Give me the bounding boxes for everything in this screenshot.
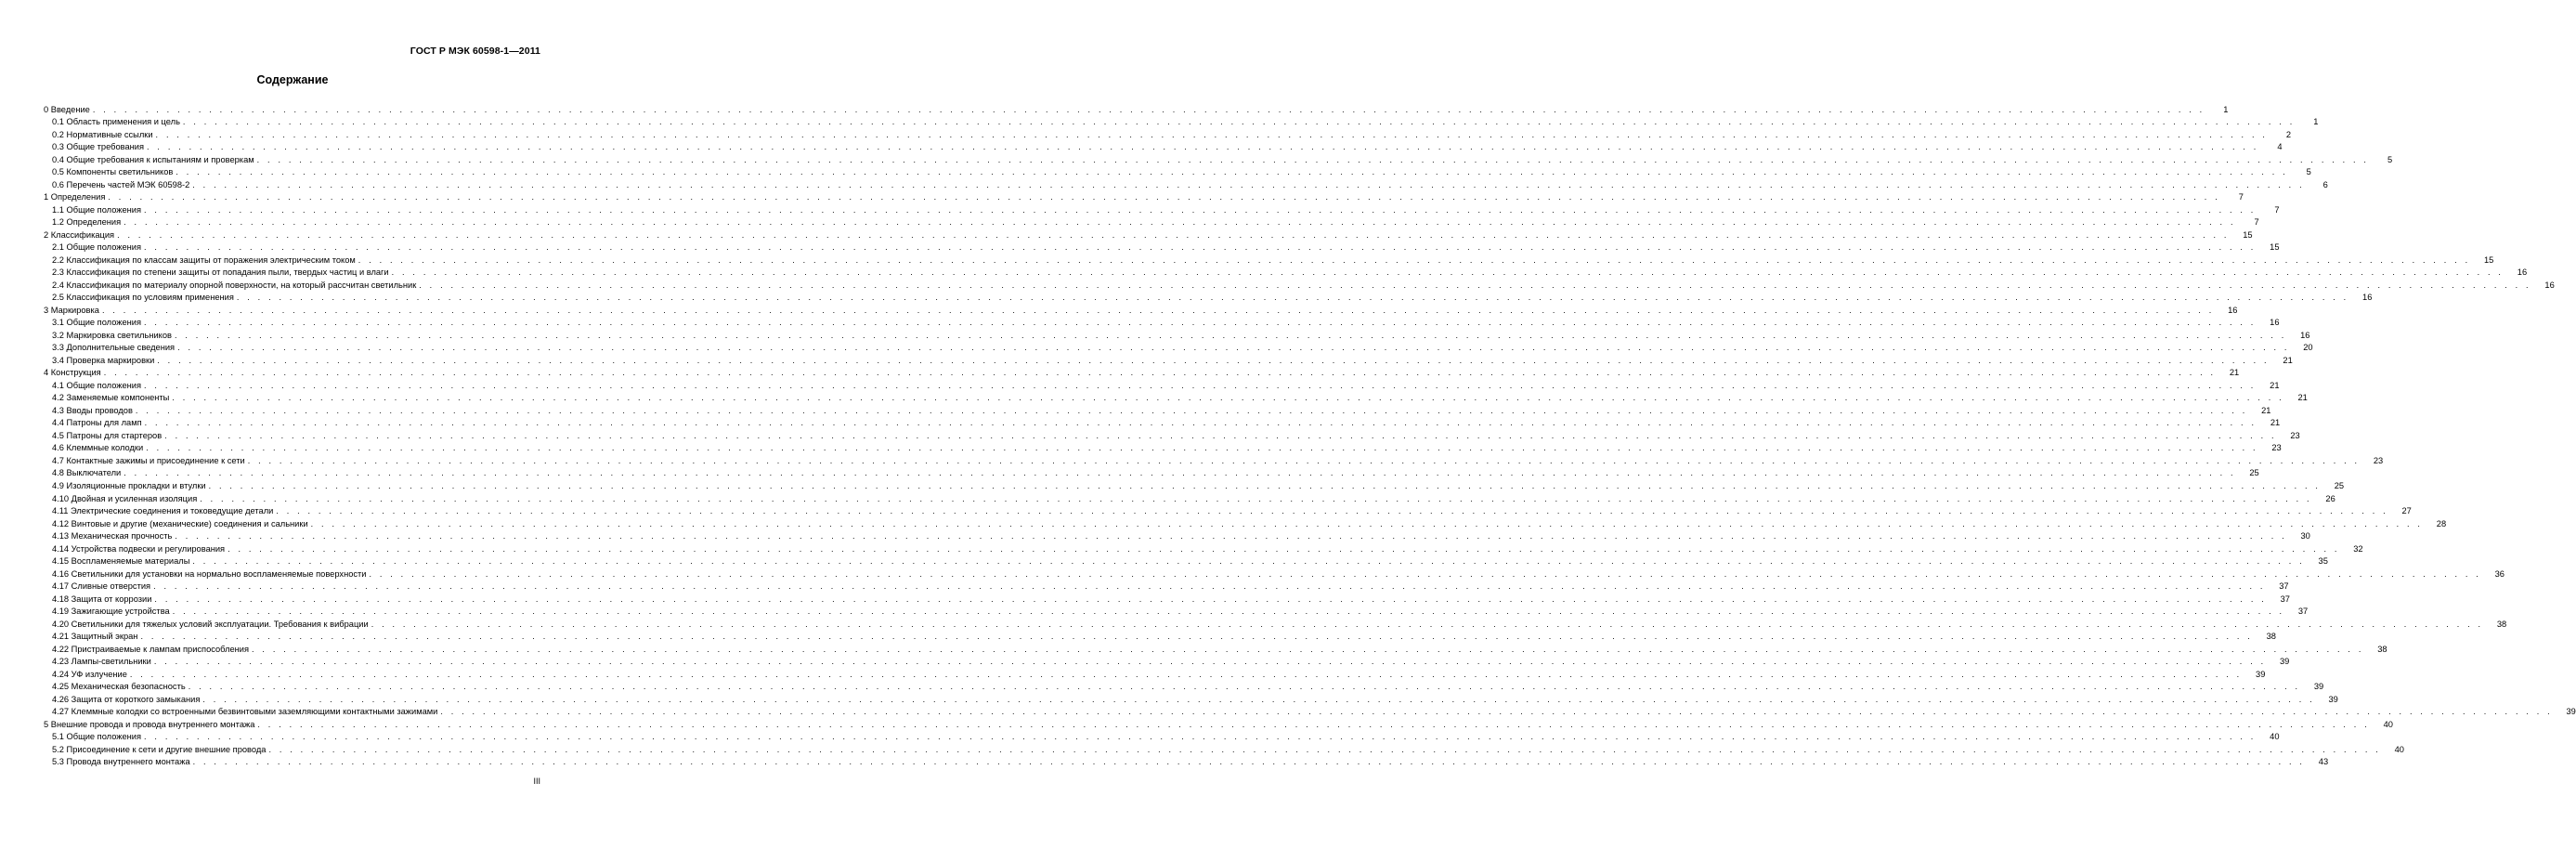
toc-entry bbox=[44, 328, 2310, 341]
toc-entry-label: 4.19 Зажигающие устройства bbox=[52, 607, 170, 617]
toc-entry-page: 16 bbox=[2517, 267, 2528, 278]
toc-entry-label: 5 Внешние провода и провода внутреннего монтажа bbox=[44, 719, 255, 729]
toc-entry-label: 4.6 Клеммные колодки bbox=[52, 443, 144, 453]
toc-leader-dots: . . . . . . . . . . . . . . . . . . . . . . . . . . . . . . . . . . . . . . . . . . . . . . . . . . . . . . . . . . . . . . . . . . . . . . . . . . . . . . . . . . . . . . . . . . . . . . . . . . . . . . . . . . . . . . . . . . . . . . . . . . . . . . . . . . . . . . . . . . . . . . . . . . . . . . . . . . . . . . . . . . . . . . . . . . . . . . . . . . . . . . . . . . . . . . . . . . . . . . . . bbox=[124, 468, 2236, 478]
toc-entry bbox=[44, 416, 2281, 429]
toc-leader-dots: . . . . . . . . . . . . . . . . . . . . . . . . . . . . . . . . . . . . . . . . . . . . . . . . . . . . . . . . . . . . . . . . . . . . . . . . . . . . . . . . . . . . . . . . . . . . . . . . . . . . . . . . . . . . . . . . . . . . . . . . . . . . . . . . . . . . . . . . . . . . . . . . . . . . . . . . . . . . . . . . . . . . . . . . . . . . . . . . . . . . . . . . . . . . . . . . . . . . . . . . bbox=[175, 531, 2287, 541]
toc-entry bbox=[44, 630, 2276, 643]
standard-code: ГОСТ Р МЭК 60598-1—2011 bbox=[410, 46, 540, 57]
toc-leader-dots: . . . . . . . . . . . . . . . . . . . . . . . . . . . . . . . . . . . . . . . . . . . . . . . . . . . . . . . . . . . . . . . . . . . . . . . . . . . . . . . . . . . . . . . . . . . . . . . . . . . . . . . . . . . . . . . . . . . . . . . . . . . . . . . . . . . . . . . . . . . . . . . . . . . . . . . . . . . . . . . . . . . . . . . . . . . . . . . . . . . . . . . . . . . . . . . . . . . . . . . . bbox=[268, 744, 2381, 754]
toc-entry-label: 4.21 Защитный экран bbox=[52, 632, 138, 642]
toc-entry bbox=[44, 215, 2259, 228]
toc-entry bbox=[44, 278, 2555, 291]
toc-leader-dots: . . . . . . . . . . . . . . . . . . . . . . . . . . . . . . . . . . . . . . . . . . . . . . . . . . . . . . . . . . . . . . . . . . . . . . . . . . . . . . . . . . . . . . . . . . . . . . . . . . . . . . . . . . . . . . . . . . . . . . . . . . . . . . . . . . . . . . . . . . . . . . . . . . . . . . . . . . . . . . . . . . . . . . . . . . . . . . . . . . . . . . . . . . . . . . . . . . . . . . . . bbox=[172, 607, 2285, 617]
toc-leader-dots: . . . . . . . . . . . . . . . . . . . . . . . . . . . . . . . . . . . . . . . . . . . . . . . . . . . . . . . . . . . . . . . . . . . . . . . . . . . . . . . . . . . . . . . . . . . . . . . . . . . . . . . . . . . . . . . . . . . . . . . . . . . . . . . . . . . . . . . . . . . . . . . . . . . . . . . . . . . . . . . . . . . . . . . . . . . . . . . . . . . . . . . . . . . . . . . . . . . . . . . . bbox=[202, 694, 2315, 704]
toc-entry-label: 4.2 Заменяемые компоненты bbox=[52, 393, 170, 403]
toc-entry bbox=[44, 667, 2266, 680]
toc-entry-page: 23 bbox=[2373, 455, 2384, 465]
toc-entry-page: 38 bbox=[2266, 632, 2276, 642]
toc-entry-page: 38 bbox=[2496, 619, 2507, 629]
toc-entry-label: 4.14 Устройства подвески и регулирования bbox=[52, 543, 226, 554]
toc-leader-dots: . . . . . . . . . . . . . . . . . . . . . . . . . . . . . . . . . . . . . . . . . . . . . . . . . . . . . . . . . . . . . . . . . . . . . . . . . . . . . . . . . . . . . . . . . . . . . . . . . . . . . . . . . . . . . . . . . . . . . . . . . . . . . . . . . . . . . . . . . . . . . . . . . . . . . . . . . . . . . . . . . . . . . . . . . . . . . . . . . . . . . . . . . . . . . . . . . . . . . . . . bbox=[129, 669, 2243, 679]
toc-entry bbox=[44, 253, 2494, 266]
toc-entry bbox=[44, 730, 2280, 743]
toc-entry-page: 21 bbox=[2229, 368, 2240, 378]
toc-entry-label: 4.11 Электрические соединения и токоведущие детали bbox=[52, 506, 274, 516]
toc-leader-dots: . . . . . . . . . . . . . . . . . . . . . . . . . . . . . . . . . . . . . . . . . . . . . . . . . . . . . . . . . . . . . . . . . . . . . . . . . . . . . . . . . . . . . . . . . . . . . . . . . . . . . . . . . . . . . . . . . . . . . . . . . . . . . . . . . . . . . . . . . . . . . . . . . . . . . . . . . . . . . . . . . . . . . . . . . . . . . . . . . . . . . . . . . . . . . . . . . . . . . . . . bbox=[228, 543, 2340, 554]
toc-entry bbox=[44, 366, 2240, 379]
toc-leader-dots: . . . . . . . . . . . . . . . . . . . . . . . . . . . . . . . . . . . . . . . . . . . . . . . . . . . . . . . . . . . . . . . . . . . . . . . . . . . . . . . . . . . . . . . . . . . . . . . . . . . . . . . . . . . . . . . . . . . . . . . . . . . . . . . . . . . . . . . . . . . . . . . . . . . . . . . . . . . . . . . . . . . . . . . . . . . . . . . . . . . . . . . . . . . . . . . . . . . . . . . . bbox=[92, 104, 2205, 114]
toc-entry-label: 2.4 Классификация по материалу опорной поверхности, на который рассчитан светильник bbox=[52, 280, 417, 290]
toc-entry-label: 4.10 Двойная и усиленная изоляция bbox=[52, 493, 198, 503]
toc-entry bbox=[44, 316, 2280, 329]
toc-entry-page: 7 bbox=[2254, 217, 2259, 228]
toc-entry-page: 4 bbox=[2277, 142, 2283, 152]
toc-entry-label: 4.8 Выключатели bbox=[52, 468, 122, 478]
toc-entry-page: 21 bbox=[2297, 393, 2308, 403]
toc-entry-page: 2 bbox=[2285, 129, 2292, 139]
toc-entry-page: 1 bbox=[2313, 117, 2319, 127]
toc-leader-dots: . . . . . . . . . . . . . . . . . . . . . . . . . . . . . . . . . . . . . . . . . . . . . . . . . . . . . . . . . . . . . . . . . . . . . . . . . . . . . . . . . . . . . . . . . . . . . . . . . . . . . . . . . . . . . . . . . . . . . . . . . . . . . . . . . . . . . . . . . . . . . . . . . . . . . . . . . . . . . . . . . . . . . . . . . . . . . . . . . . . . . . . . . . . . . . . . . . . . . . . . bbox=[182, 117, 2296, 127]
toc-leader-dots: . . . . . . . . . . . . . . . . . . . . . . . . . . . . . . . . . . . . . . . . . . . . . . . . . . . . . . . . . . . . . . . . . . . . . . . . . . . . . . . . . . . . . . . . . . . . . . . . . . . . . . . . . . . . . . . . . . . . . . . . . . . . . . . . . . . . . . . . . . . . . . . . . . . . . . . . . . . . . . . . . . . . . . . . . . . . . . . . . . . . . . . . . . . . . . . . . . . . . . . . bbox=[391, 267, 2504, 278]
toc-entry-page: 43 bbox=[2318, 757, 2329, 767]
toc-leader-dots: . . . . . . . . . . . . . . . . . . . . . . . . . . . . . . . . . . . . . . . . . . . . . . . . . . . . . . . . . . . . . . . . . . . . . . . . . . . . . . . . . . . . . . . . . . . . . . . . . . . . . . . . . . . . . . . . . . . . . . . . . . . . . . . . . . . . . . . . . . . . . . . . . . . . . . . . . . . . . . . . . . . . . . . . . . . . . . . . . . . . . . . . . . . . . . . . . . . . . . . . bbox=[154, 594, 2267, 604]
toc-entry-label: 5.3 Провода внутреннего монтажа bbox=[52, 757, 190, 767]
toc-entry bbox=[44, 504, 2412, 517]
toc-entry bbox=[44, 717, 2393, 730]
toc-entry-label: 4.22 Пристраиваемые к лампам приспособления bbox=[52, 644, 250, 654]
toc-leader-dots: . . . . . . . . . . . . . . . . . . . . . . . . . . . . . . . . . . . . . . . . . . . . . . . . . . . . . . . . . . . . . . . . . . . . . . . . . . . . . . . . . . . . . . . . . . . . . . . . . . . . . . . . . . . . . . . . . . . . . . . . . . . . . . . . . . . . . . . . . . . . . . . . . . . . . . . . . . . . . . . . . . . . . . . . . . . . . . . . . . . . . . . . . . . . . . . . . . . . . . . . bbox=[247, 455, 2361, 465]
toc-entry-page: 6 bbox=[2322, 179, 2328, 189]
toc-entry bbox=[44, 127, 2292, 140]
toc-entry-label: 2 Классификация bbox=[44, 229, 115, 240]
toc-entry bbox=[44, 341, 2313, 354]
toc-entry bbox=[44, 705, 2576, 718]
toc-entry-page: 40 bbox=[2270, 732, 2280, 742]
toc-entry bbox=[44, 642, 2387, 655]
toc-entry-page: 7 bbox=[2238, 192, 2244, 202]
toc-entry bbox=[44, 190, 2244, 203]
toc-entry bbox=[44, 140, 2283, 153]
toc-entry-page: 16 bbox=[2544, 280, 2555, 290]
toc-entry bbox=[44, 266, 2528, 279]
toc-leader-dots: . . . . . . . . . . . . . . . . . . . . . . . . . . . . . . . . . . . . . . . . . . . . . . . . . . . . . . . . . . . . . . . . . . . . . . . . . . . . . . . . . . . . . . . . . . . . . . . . . . . . . . . . . . . . . . . . . . . . . . . . . . . . . . . . . . . . . . . . . . . . . . . . . . . . . . . . . . . . . . . . . . . . . . . . . . . . . . . . . . . . . . . . . . . . . . . . . . . . . . . . bbox=[135, 405, 2248, 415]
toc-leader-dots: . . . . . . . . . . . . . . . . . . . . . . . . . . . . . . . . . . . . . . . . . . . . . . . . . . . . . . . . . . . . . . . . . . . . . . . . . . . . . . . . . . . . . . . . . . . . . . . . . . . . . . . . . . . . . . . . . . . . . . . . . . . . . . . . . . . . . . . . . . . . . . . . . . . . . . . . . . . . . . . . . . . . . . . . . . . . . . . . . . . . . . . . . . . . . . . . . . . . . . . . bbox=[192, 179, 2305, 189]
toc-entry bbox=[44, 165, 2311, 178]
toc-leader-dots: . . . . . . . . . . . . . . . . . . . . . . . . . . . . . . . . . . . . . . . . . . . . . . . . . . . . . . . . . . . . . . . . . . . . . . . . . . . . . . . . . . . . . . . . . . . . . . . . . . . . . . . . . . . . . . . . . . . . . . . . . . . . . . . . . . . . . . . . . . . . . . . . . . . . . . . . . . . . . . . . . . . . . . . . . . . . . . . . . . . . . . . . . . . . . . . . . . . . . . . . bbox=[144, 732, 2257, 742]
toc-entry bbox=[44, 291, 2373, 304]
toc-entry-page: 39 bbox=[2279, 657, 2290, 667]
toc-entry-label: 3.3 Дополнительные сведения bbox=[52, 343, 176, 353]
toc-entry bbox=[44, 580, 2289, 593]
toc-entry bbox=[44, 491, 2335, 504]
toc-leader-dots: . . . . . . . . . . . . . . . . . . . . . . . . . . . . . . . . . . . . . . . . . . . . . . . . . . . . . . . . . . . . . . . . . . . . . . . . . . . . . . . . . . . . . . . . . . . . . . . . . . . . . . . . . . . . . . . . . . . . . . . . . . . . . . . . . . . . . . . . . . . . . . . . . . . . . . . . . . . . . . . . . . . . . . . . . . . . . . . . . . . . . . . . . . . . . . . . . . . . . . . . bbox=[192, 757, 2306, 767]
toc-entry-label: 0.2 Нормативные ссылки bbox=[52, 129, 153, 139]
toc-title: Содержание bbox=[256, 73, 329, 86]
toc-entry-page: 16 bbox=[2228, 305, 2238, 315]
toc-entry-label: 4.9 Изоляционные прокладки и втулки bbox=[52, 480, 206, 490]
toc-entry-label: 2.3 Классификация по степени защиты от попадания пыли, твердых частиц и влаги bbox=[52, 267, 389, 278]
toc-leader-dots: . . . . . . . . . . . . . . . . . . . . . . . . . . . . . . . . . . . . . . . . . . . . . . . . . . . . . . . . . . . . . . . . . . . . . . . . . . . . . . . . . . . . . . . . . . . . . . . . . . . . . . . . . . . . . . . . . . . . . . . . . . . . . . . . . . . . . . . . . . . . . . . . . . . . . . . . . . . . . . . . . . . . . . . . . . . . . . . . . . . . . . . . . . . . . . . . . . . . . . . . bbox=[153, 657, 2267, 667]
toc-entry-label: 0.4 Общие требования к испытаниям и проверкам bbox=[52, 154, 254, 164]
toc-leader-dots: . . . . . . . . . . . . . . . . . . . . . . . . . . . . . . . . . . . . . . . . . . . . . . . . . . . . . . . . . . . . . . . . . . . . . . . . . . . . . . . . . . . . . . . . . . . . . . . . . . . . . . . . . . . . . . . . . . . . . . . . . . . . . . . . . . . . . . . . . . . . . . . . . . . . . . . . . . . . . . . . . . . . . . . . . . . . . . . . . . . . . . . . . . . . . . . . . . . . . . . . bbox=[144, 204, 2257, 215]
toc-entry bbox=[44, 516, 2447, 529]
toc-entry-page: 21 bbox=[2283, 355, 2293, 365]
toc-leader-dots: . . . . . . . . . . . . . . . . . . . . . . . . . . . . . . . . . . . . . . . . . . . . . . . . . . . . . . . . . . . . . . . . . . . . . . . . . . . . . . . . . . . . . . . . . . . . . . . . . . . . . . . . . . . . . . . . . . . . . . . . . . . . . . . . . . . . . . . . . . . . . . . . . . . . . . . . . . . . . . . . . . . . . . . . . . . . . . . . . . . . . . . . . . . . . . . . . . . . . . . . bbox=[200, 493, 2312, 503]
toc-entry bbox=[44, 529, 2310, 542]
toc-entry bbox=[44, 202, 2280, 215]
toc-leader-dots: . . . . . . . . . . . . . . . . . . . . . . . . . . . . . . . . . . . . . . . . . . . . . . . . . . . . . . . . . . . . . . . . . . . . . . . . . . . . . . . . . . . . . . . . . . . . . . . . . . . . . . . . . . . . . . . . . . . . . . . . . . . . . . . . . . . . . . . . . . . . . . . . . . . . . . . . . . . . . . . . . . . . . . . . . . . . . . . . . . . . . . . . . . . . . . . . . . . . . . . . bbox=[192, 556, 2305, 567]
toc-entry-label: 4.25 Механическая безопасность bbox=[52, 682, 186, 692]
toc-leader-dots: . . . . . . . . . . . . . . . . . . . . . . . . . . . . . . . . . . . . . . . . . . . . . . . . . . . . . . . . . . . . . . . . . . . . . . . . . . . . . . . . . . . . . . . . . . . . . . . . . . . . . . . . . . . . . . . . . . . . . . . . . . . . . . . . . . . . . . . . . . . . . . . . . . . . . . . . . . . . . . . . . . . . . . . . . . . . . . . . . . . . . . . . . . . . . . . . . . . . . . . . bbox=[147, 142, 2259, 152]
toc-entry-label: 4.24 УФ излучение bbox=[52, 669, 127, 679]
toc-entry-page: 1 bbox=[2223, 104, 2229, 114]
toc-leader-dots: . . . . . . . . . . . . . . . . . . . . . . . . . . . . . . . . . . . . . . . . . . . . . . . . . . . . . . . . . . . . . . . . . . . . . . . . . . . . . . . . . . . . . . . . . . . . . . . . . . . . . . . . . . . . . . . . . . . . . . . . . . . . . . . . . . . . . . . . . . . . . . . . . . . . . . . . . . . . . . . . . . . . . . . . . . . . . . . . . . . . . . . . . . . . . . . . . . . . . . . . bbox=[174, 330, 2287, 340]
toc-leader-dots: . . . . . . . . . . . . . . . . . . . . . . . . . . . . . . . . . . . . . . . . . . . . . . . . . . . . . . . . . . . . . . . . . . . . . . . . . . . . . . . . . . . . . . . . . . . . . . . . . . . . . . . . . . . . . . . . . . . . . . . . . . . . . . . . . . . . . . . . . . . . . . . . . . . . . . . . . . . . . . . . . . . . . . . . . . . . . . . . . . . . . . . . . . . . . . . . . . . . . . . . bbox=[371, 619, 2484, 629]
toc-leader-dots: . . . . . . . . . . . . . . . . . . . . . . . . . . . . . . . . . . . . . . . . . . . . . . . . . . . . . . . . . . . . . . . . . . . . . . . . . . . . . . . . . . . . . . . . . . . . . . . . . . . . . . . . . . . . . . . . . . . . . . . . . . . . . . . . . . . . . . . . . . . . . . . . . . . . . . . . . . . . . . . . . . . . . . . . . . . . . . . . . . . . . . . . . . . . . . . . . . . . . . . . bbox=[124, 217, 2236, 228]
toc-entry-page: 36 bbox=[2494, 568, 2504, 579]
toc-entry-label: 4.15 Воспламеняемые материалы bbox=[52, 556, 190, 567]
toc-entry-page: 37 bbox=[2279, 581, 2289, 592]
toc-entry bbox=[44, 228, 2253, 241]
toc-leader-dots: . . . . . . . . . . . . . . . . . . . . . . . . . . . . . . . . . . . . . . . . . . . . . . . . . . . . . . . . . . . . . . . . . . . . . . . . . . . . . . . . . . . . . . . . . . . . . . . . . . . . . . . . . . . . . . . . . . . . . . . . . . . . . . . . . . . . . . . . . . . . . . . . . . . . . . . . . . . . . . . . . . . . . . . . . . . . . . . . . . . . . . . . . . . . . . . . . . . . . . . . bbox=[144, 418, 2257, 428]
toc-leader-dots: . . . . . . . . . . . . . . . . . . . . . . . . . . . . . . . . . . . . . . . . . . . . . . . . . . . . . . . . . . . . . . . . . . . . . . . . . . . . . . . . . . . . . . . . . . . . . . . . . . . . . . . . . . . . . . . . . . . . . . . . . . . . . . . . . . . . . . . . . . . . . . . . . . . . . . . . . . . . . . . . . . . . . . . . . . . . . . . . . . . . . . . . . . . . . . . . . . . . . . . . bbox=[103, 368, 2217, 378]
toc-entry bbox=[44, 428, 2300, 441]
toc-leader-dots: . . . . . . . . . . . . . . . . . . . . . . . . . . . . . . . . . . . . . . . . . . . . . . . . . . . . . . . . . . . . . . . . . . . . . . . . . . . . . . . . . . . . . . . . . . . . . . . . . . . . . . . . . . . . . . . . . . . . . . . . . . . . . . . . . . . . . . . . . . . . . . . . . . . . . . . . . . . . . . . . . . . . . . . . . . . . . . . . . . . . . . . . . . . . . . . . . . . . . . . . bbox=[140, 632, 2253, 642]
toc-entry-page: 23 bbox=[2290, 430, 2300, 440]
toc-entry-page: 7 bbox=[2274, 204, 2280, 215]
toc-entry bbox=[44, 152, 2393, 165]
toc-leader-dots: . . . . . . . . . . . . . . . . . . . . . . . . . . . . . . . . . . . . . . . . . . . . . . . . . . . . . . . . . . . . . . . . . . . . . . . . . . . . . . . . . . . . . . . . . . . . . . . . . . . . . . . . . . . . . . . . . . . . . . . . . . . . . . . . . . . . . . . . . . . . . . . . . . . . . . . . . . . . . . . . . . . . . . . . . . . . . . . . . . . . . . . . . . . . . . . . . . . . . . . . bbox=[146, 443, 2258, 453]
toc-leader-dots: . . . . . . . . . . . . . . . . . . . . . . . . . . . . . . . . . . . . . . . . . . . . . . . . . . . . . . . . . . . . . . . . . . . . . . . . . . . . . . . . . . . . . . . . . . . . . . . . . . . . . . . . . . . . . . . . . . . . . . . . . . . . . . . . . . . . . . . . . . . . . . . . . . . . . . . . . . . . . . . . . . . . . . . . . . . . . . . . . . . . . . . . . . . . . . . . . . . . . . . . bbox=[252, 644, 2364, 654]
toc-entry-label: 4.23 Лампы-светильники bbox=[52, 657, 151, 667]
toc-entry-label: 5.1 Общие положения bbox=[52, 732, 142, 742]
toc-entry-label: 4.4 Патроны для ламп bbox=[52, 418, 142, 428]
toc-leader-dots: . . . . . . . . . . . . . . . . . . . . . . . . . . . . . . . . . . . . . . . . . . . . . . . . . . . . . . . . . . . . . . . . . . . . . . . . . . . . . . . . . . . . . . . . . . . . . . . . . . . . . . . . . . . . . . . . . . . . . . . . . . . . . . . . . . . . . . . . . . . . . . . . . . . . . . . . . . . . . . . . . . . . . . . . . . . . . . . . . . . . . . . . . . . . . . . . . . . . . . . . bbox=[172, 393, 2284, 403]
toc-entry-label: 1 Определения bbox=[44, 192, 106, 202]
toc-leader-dots: . . . . . . . . . . . . . . . . . . . . . . . . . . . . . . . . . . . . . . . . . . . . . . . . . . . . . . . . . . . . . . . . . . . . . . . . . . . . . . . . . . . . . . . . . . . . . . . . . . . . . . . . . . . . . . . . . . . . . . . . . . . . . . . . . . . . . . . . . . . . . . . . . . . . . . . . . . . . . . . . . . . . . . . . . . . . . . . . . . . . . . . . . . . . . . . . . . . . . . . . bbox=[117, 229, 2230, 240]
toc-entry bbox=[44, 378, 2280, 391]
toc-leader-dots: . . . . . . . . . . . . . . . . . . . . . . . . . . . . . . . . . . . . . . . . . . . . . . . . . . . . . . . . . . . . . . . . . . . . . . . . . . . . . . . . . . . . . . . . . . . . . . . . . . . . . . . . . . . . . . . . . . . . . . . . . . . . . . . . . . . . . . . . . . . . . . . . . . . . . . . . . . . . . . . . . . . . . . . . . . . . . . . . . . . . . . . . . . . . . . . . . . . . . . . . bbox=[236, 293, 2349, 303]
toc-leader-dots: . . . . . . . . . . . . . . . . . . . . . . . . . . . . . . . . . . . . . . . . . . . . . . . . . . . . . . . . . . . . . . . . . . . . . . . . . . . . . . . . . . . . . . . . . . . . . . . . . . . . . . . . . . . . . . . . . . . . . . . . . . . . . . . . . . . . . . . . . . . . . . . . . . . . . . . . . . . . . . . . . . . . . . . . . . . . . . . . . . . . . . . . . . . . . . . . . . . . . . . . bbox=[153, 581, 2266, 592]
toc-leader-dots: . . . . . . . . . . . . . . . . . . . . . . . . . . . . . . . . . . . . . . . . . . . . . . . . . . . . . . . . . . . . . . . . . . . . . . . . . . . . . . . . . . . . . . . . . . . . . . . . . . . . . . . . . . . . . . . . . . . . . . . . . . . . . . . . . . . . . . . . . . . . . . . . . . . . . . . . . . . . . . . . . . . . . . . . . . . . . . . . . . . . . . . . . . . . . . . . . . . . . . . . bbox=[276, 506, 2388, 516]
toc-entry-page: 39 bbox=[2256, 669, 2266, 679]
toc-entry bbox=[44, 680, 2324, 693]
toc-leader-dots: . . . . . . . . . . . . . . . . . . . . . . . . . . . . . . . . . . . . . . . . . . . . . . . . . . . . . . . . . . . . . . . . . . . . . . . . . . . . . . . . . . . . . . . . . . . . . . . . . . . . . . . . . . . . . . . . . . . . . . . . . . . . . . . . . . . . . . . . . . . . . . . . . . . . . . . . . . . . . . . . . . . . . . . . . . . . . . . . . . . . . . . . . . . . . . . . . . . . . . . . bbox=[369, 568, 2481, 579]
toc-entry-label: 4.12 Винтовые и другие (механические) соединения и сальники bbox=[52, 518, 308, 528]
toc-entry-page: 25 bbox=[2249, 468, 2259, 478]
toc-entry-label: 0.3 Общие требования bbox=[52, 142, 145, 152]
toc-leader-dots: . . . . . . . . . . . . . . . . . . . . . . . . . . . . . . . . . . . . . . . . . . . . . . . . . . . . . . . . . . . . . . . . . . . . . . . . . . . . . . . . . . . . . . . . . . . . . . . . . . . . . . . . . . . . . . . . . . . . . . . . . . . . . . . . . . . . . . . . . . . . . . . . . . . . . . . . . . . . . . . . . . . . . . . . . . . . . . . . . . . . . . . . . . . . . . . . . . . . . . . . bbox=[108, 192, 2220, 202]
toc-entry bbox=[44, 605, 2309, 618]
toc-entry-page: 40 bbox=[2394, 744, 2404, 754]
toc-entry-label: 3.4 Проверка маркировки bbox=[52, 355, 155, 365]
toc-entry bbox=[44, 441, 2282, 454]
toc-entry-page: 20 bbox=[2303, 343, 2313, 353]
toc-leader-dots: . . . . . . . . . . . . . . . . . . . . . . . . . . . . . . . . . . . . . . . . . . . . . . . . . . . . . . . . . . . . . . . . . . . . . . . . . . . . . . . . . . . . . . . . . . . . . . . . . . . . . . . . . . . . . . . . . . . . . . . . . . . . . . . . . . . . . . . . . . . . . . . . . . . . . . . . . . . . . . . . . . . . . . . . . . . . . . . . . . . . . . . . . . . . . . . . . . . . . . . . bbox=[157, 355, 2270, 365]
toc-leader-dots: . . . . . . . . . . . . . . . . . . . . . . . . . . . . . . . . . . . . . . . . . . . . . . . . . . . . . . . . . . . . . . . . . . . . . . . . . . . . . . . . . . . . . . . . . . . . . . . . . . . . . . . . . . . . . . . . . . . . . . . . . . . . . . . . . . . . . . . . . . . . . . . . . . . . . . . . . . . . . . . . . . . . . . . . . . . . . . . . . . . . . . . . . . . . . . . . . . . . . . . . bbox=[155, 129, 2269, 139]
toc-entry-label: 2.2 Классификация по классам защиты от поражения электрическим током bbox=[52, 254, 356, 265]
toc-entry-page: 16 bbox=[2300, 330, 2310, 340]
toc-entry-page: 39 bbox=[2328, 694, 2338, 704]
toc-entry-page: 35 bbox=[2318, 556, 2328, 567]
toc-entry bbox=[44, 353, 2293, 366]
toc-entry-page: 26 bbox=[2325, 493, 2335, 503]
toc-leader-dots: . . . . . . . . . . . . . . . . . . . . . . . . . . . . . . . . . . . . . . . . . . . . . . . . . . . . . . . . . . . . . . . . . . . . . . . . . . . . . . . . . . . . . . . . . . . . . . . . . . . . . . . . . . . . . . . . . . . . . . . . . . . . . . . . . . . . . . . . . . . . . . . . . . . . . . . . . . . . . . . . . . . . . . . . . . . . . . . . . . . . . . . . . . . . . . . . . . . . . . . . bbox=[101, 305, 2215, 315]
toc-entry-label: 3 Маркировка bbox=[44, 305, 99, 315]
toc-entry bbox=[44, 554, 2328, 568]
toc-entry-page: 15 bbox=[2483, 254, 2494, 265]
toc-leader-dots: . . . . . . . . . . . . . . . . . . . . . . . . . . . . . . . . . . . . . . . . . . . . . . . . . . . . . . . . . . . . . . . . . . . . . . . . . . . . . . . . . . . . . . . . . . . . . . . . . . . . . . . . . . . . . . . . . . . . . . . . . . . . . . . . . . . . . . . . . . . . . . . . . . . . . . . . . . . . . . . . . . . . . . . . . . . . . . . . . . . . . . . . . . . . . . . . . . . . . . . . bbox=[256, 154, 2370, 164]
toc-leader-dots: . . . . . . . . . . . . . . . . . . . . . . . . . . . . . . . . . . . . . . . . . . . . . . . . . . . . . . . . . . . . . . . . . . . . . . . . . . . . . . . . . . . . . . . . . . . . . . . . . . . . . . . . . . . . . . . . . . . . . . . . . . . . . . . . . . . . . . . . . . . . . . . . . . . . . . . . . . . . . . . . . . . . . . . . . . . . . . . . . . . . . . . . . . . . . . . . . . . . . . . . bbox=[176, 167, 2288, 177]
toc-entry-label: 4.1 Общие положения bbox=[52, 380, 142, 390]
toc-entry-label: 4.13 Механическая прочность bbox=[52, 531, 173, 541]
toc-leader-dots: . . . . . . . . . . . . . . . . . . . . . . . . . . . . . . . . . . . . . . . . . . . . . . . . . . . . . . . . . . . . . . . . . . . . . . . . . . . . . . . . . . . . . . . . . . . . . . . . . . . . . . . . . . . . . . . . . . . . . . . . . . . . . . . . . . . . . . . . . . . . . . . . . . . . . . . . . . . . . . . . . . . . . . . . . . . . . . . . . . . . . . . . . . . . . . . . . . . . . . . . bbox=[188, 682, 2301, 692]
toc-entry-page: 39 bbox=[2313, 682, 2324, 692]
toc-entry-page: 25 bbox=[2334, 480, 2345, 490]
toc-entry-label: 4.5 Патроны для стартеров bbox=[52, 430, 163, 440]
toc-entry-page: 16 bbox=[2362, 293, 2373, 303]
toc-leader-dots: . . . . . . . . . . . . . . . . . . . . . . . . . . . . . . . . . . . . . . . . . . . . . . . . . . . . . . . . . . . . . . . . . . . . . . . . . . . . . . . . . . . . . . . . . . . . . . . . . . . . . . . . . . . . . . . . . . . . . . . . . . . . . . . . . . . . . . . . . . . . . . . . . . . . . . . . . . . . . . . . . . . . . . . . . . . . . . . . . . . . . . . . . . . . . . . . . . . . . . . . bbox=[144, 318, 2257, 328]
toc-entry-page: 28 bbox=[2436, 518, 2447, 528]
toc-entry-page: 15 bbox=[2270, 242, 2280, 253]
toc-entry-page: 21 bbox=[2261, 405, 2271, 415]
toc-entry-label: 4.16 Светильники для установки на нормально воспламеняемые поверхности bbox=[52, 568, 367, 579]
toc-entry-page: 5 bbox=[2387, 154, 2393, 164]
toc-entry-page: 38 bbox=[2377, 644, 2387, 654]
toc-entry-page: 16 bbox=[2270, 318, 2280, 328]
toc-entry bbox=[44, 102, 2229, 115]
toc-entry-label: 4.17 Сливные отверстия bbox=[52, 581, 151, 592]
toc-entry-page: 5 bbox=[2306, 167, 2311, 177]
toc-entry-page: 15 bbox=[2243, 229, 2253, 240]
toc-entry bbox=[44, 453, 2384, 466]
toc-entry-label: 3.1 Общие положения bbox=[52, 318, 142, 328]
toc-entry bbox=[44, 617, 2507, 630]
table-of-contents bbox=[44, 102, 2576, 767]
toc-entry bbox=[44, 115, 2319, 128]
toc-leader-dots: . . . . . . . . . . . . . . . . . . . . . . . . . . . . . . . . . . . . . . . . . . . . . . . . . . . . . . . . . . . . . . . . . . . . . . . . . . . . . . . . . . . . . . . . . . . . . . . . . . . . . . . . . . . . . . . . . . . . . . . . . . . . . . . . . . . . . . . . . . . . . . . . . . . . . . . . . . . . . . . . . . . . . . . . . . . . . . . . . . . . . . . . . . . . . . . . . . . . . . . . bbox=[144, 380, 2257, 390]
toc-entry-label: 1.2 Определения bbox=[52, 217, 122, 228]
toc-entry-label: 4.7 Контактные зажимы и присоединение к сети bbox=[52, 455, 245, 465]
toc-entry-page: 30 bbox=[2300, 531, 2310, 541]
toc-entry bbox=[44, 303, 2238, 316]
toc-entry-label: 4.27 Клеммные колодки со встроенными безвинтовыми заземляющими контактными зажимами bbox=[52, 707, 438, 717]
page-number: III bbox=[533, 776, 540, 786]
toc-entry-page: 39 bbox=[2566, 707, 2576, 717]
toc-leader-dots: . . . . . . . . . . . . . . . . . . . . . . . . . . . . . . . . . . . . . . . . . . . . . . . . . . . . . . . . . . . . . . . . . . . . . . . . . . . . . . . . . . . . . . . . . . . . . . . . . . . . . . . . . . . . . . . . . . . . . . . . . . . . . . . . . . . . . . . . . . . . . . . . . . . . . . . . . . . . . . . . . . . . . . . . . . . . . . . . . . . . . . . . . . . . . . . . . . . . . . . . bbox=[144, 242, 2257, 253]
toc-entry bbox=[44, 541, 2363, 554]
toc-leader-dots: . . . . . . . . . . . . . . . . . . . . . . . . . . . . . . . . . . . . . . . . . . . . . . . . . . . . . . . . . . . . . . . . . . . . . . . . . . . . . . . . . . . . . . . . . . . . . . . . . . . . . . . . . . . . . . . . . . . . . . . . . . . . . . . . . . . . . . . . . . . . . . . . . . . . . . . . . . . . . . . . . . . . . . . . . . . . . . . . . . . . . . . . . . . . . . . . . . . . . . . . bbox=[177, 343, 2290, 353]
toc-entry-label: 0 Введение bbox=[44, 104, 90, 114]
toc-entry-page: 23 bbox=[2271, 443, 2282, 453]
toc-entry bbox=[44, 742, 2404, 755]
toc-leader-dots: . . . . . . . . . . . . . . . . . . . . . . . . . . . . . . . . . . . . . . . . . . . . . . . . . . . . . . . . . . . . . . . . . . . . . . . . . . . . . . . . . . . . . . . . . . . . . . . . . . . . . . . . . . . . . . . . . . . . . . . . . . . . . . . . . . . . . . . . . . . . . . . . . . . . . . . . . . . . . . . . . . . . . . . . . . . . . . . . . . . . . . . . . . . . . . . . . . . . . . . . bbox=[419, 280, 2531, 290]
toc-entry bbox=[44, 241, 2280, 254]
toc-leader-dots: . . . . . . . . . . . . . . . . . . . . . . . . . . . . . . . . . . . . . . . . . . . . . . . . . . . . . . . . . . . . . . . . . . . . . . . . . . . . . . . . . . . . . . . . . . . . . . . . . . . . . . . . . . . . . . . . . . . . . . . . . . . . . . . . . . . . . . . . . . . . . . . . . . . . . . . . . . . . . . . . . . . . . . . . . . . . . . . . . . . . . . . . . . . . . . . . . . . . . . . . bbox=[440, 707, 2553, 717]
toc-entry-page: 21 bbox=[2270, 380, 2280, 390]
toc-entry-label: 1.1 Общие положения bbox=[52, 204, 142, 215]
toc-entry-label: 3.2 Маркировка светильников bbox=[52, 330, 172, 340]
toc-entry-page: 37 bbox=[2297, 607, 2309, 617]
toc-entry-label: 4 Конструкция bbox=[44, 368, 101, 378]
toc-entry-page: 32 bbox=[2353, 543, 2363, 554]
toc-entry bbox=[44, 391, 2308, 404]
toc-entry-label: 4.20 Светильники для тяжелых условий эксплуатации. Требования к вибрации bbox=[52, 619, 369, 629]
toc-entry bbox=[44, 755, 2329, 768]
toc-entry bbox=[44, 466, 2259, 479]
toc-entry-label: 0.1 Область применения и цель bbox=[52, 117, 180, 127]
toc-entry-page: 40 bbox=[2383, 719, 2393, 729]
toc-entry-label: 4.3 Вводы проводов bbox=[52, 405, 133, 415]
toc-entry bbox=[44, 403, 2271, 416]
toc-entry-label: 5.2 Присоединение к сети и другие внешние провода bbox=[52, 744, 267, 754]
toc-leader-dots: . . . . . . . . . . . . . . . . . . . . . . . . . . . . . . . . . . . . . . . . . . . . . . . . . . . . . . . . . . . . . . . . . . . . . . . . . . . . . . . . . . . . . . . . . . . . . . . . . . . . . . . . . . . . . . . . . . . . . . . . . . . . . . . . . . . . . . . . . . . . . . . . . . . . . . . . . . . . . . . . . . . . . . . . . . . . . . . . . . . . . . . . . . . . . . . . . . . . . . . . bbox=[358, 254, 2471, 265]
toc-leader-dots: . . . . . . . . . . . . . . . . . . . . . . . . . . . . . . . . . . . . . . . . . . . . . . . . . . . . . . . . . . . . . . . . . . . . . . . . . . . . . . . . . . . . . . . . . . . . . . . . . . . . . . . . . . . . . . . . . . . . . . . . . . . . . . . . . . . . . . . . . . . . . . . . . . . . . . . . . . . . . . . . . . . . . . . . . . . . . . . . . . . . . . . . . . . . . . . . . . . . . . . . bbox=[208, 480, 2322, 490]
toc-leader-dots: . . . . . . . . . . . . . . . . . . . . . . . . . . . . . . . . . . . . . . . . . . . . . . . . . . . . . . . . . . . . . . . . . . . . . . . . . . . . . . . . . . . . . . . . . . . . . . . . . . . . . . . . . . . . . . . . . . . . . . . . . . . . . . . . . . . . . . . . . . . . . . . . . . . . . . . . . . . . . . . . . . . . . . . . . . . . . . . . . . . . . . . . . . . . . . . . . . . . . . . . bbox=[310, 518, 2424, 528]
toc-entry-page: 27 bbox=[2401, 506, 2412, 516]
toc-entry bbox=[44, 177, 2328, 190]
toc-entry bbox=[44, 567, 2504, 580]
toc-leader-dots: . . . . . . . . . . . . . . . . . . . . . . . . . . . . . . . . . . . . . . . . . . . . . . . . . . . . . . . . . . . . . . . . . . . . . . . . . . . . . . . . . . . . . . . . . . . . . . . . . . . . . . . . . . . . . . . . . . . . . . . . . . . . . . . . . . . . . . . . . . . . . . . . . . . . . . . . . . . . . . . . . . . . . . . . . . . . . . . . . . . . . . . . . . . . . . . . . . . . . . . . bbox=[257, 719, 2370, 729]
toc-entry-page: 37 bbox=[2280, 594, 2290, 604]
toc-entry bbox=[44, 592, 2290, 605]
toc-entry-page: 21 bbox=[2270, 418, 2281, 428]
toc-entry-label: 4.18 Защита от коррозии bbox=[52, 594, 152, 604]
toc-entry-label: 2.5 Классификация по условиям применения bbox=[52, 293, 234, 303]
toc-entry bbox=[44, 478, 2345, 491]
toc-leader-dots: . . . . . . . . . . . . . . . . . . . . . . . . . . . . . . . . . . . . . . . . . . . . . . . . . . . . . . . . . . . . . . . . . . . . . . . . . . . . . . . . . . . . . . . . . . . . . . . . . . . . . . . . . . . . . . . . . . . . . . . . . . . . . . . . . . . . . . . . . . . . . . . . . . . . . . . . . . . . . . . . . . . . . . . . . . . . . . . . . . . . . . . . . . . . . . . . . . . . . . . . bbox=[164, 430, 2277, 440]
toc-entry bbox=[44, 692, 2338, 705]
toc-entry-label: 0.6 Перечень частей МЭК 60598-2 bbox=[52, 179, 190, 189]
toc-entry-label: 0.5 Компоненты светильников bbox=[52, 167, 174, 177]
toc-entry-label: 4.26 Защита от короткого замыкания bbox=[52, 694, 201, 704]
toc-entry bbox=[44, 655, 2290, 668]
toc-entry-label: 2.1 Общие положения bbox=[52, 242, 142, 253]
